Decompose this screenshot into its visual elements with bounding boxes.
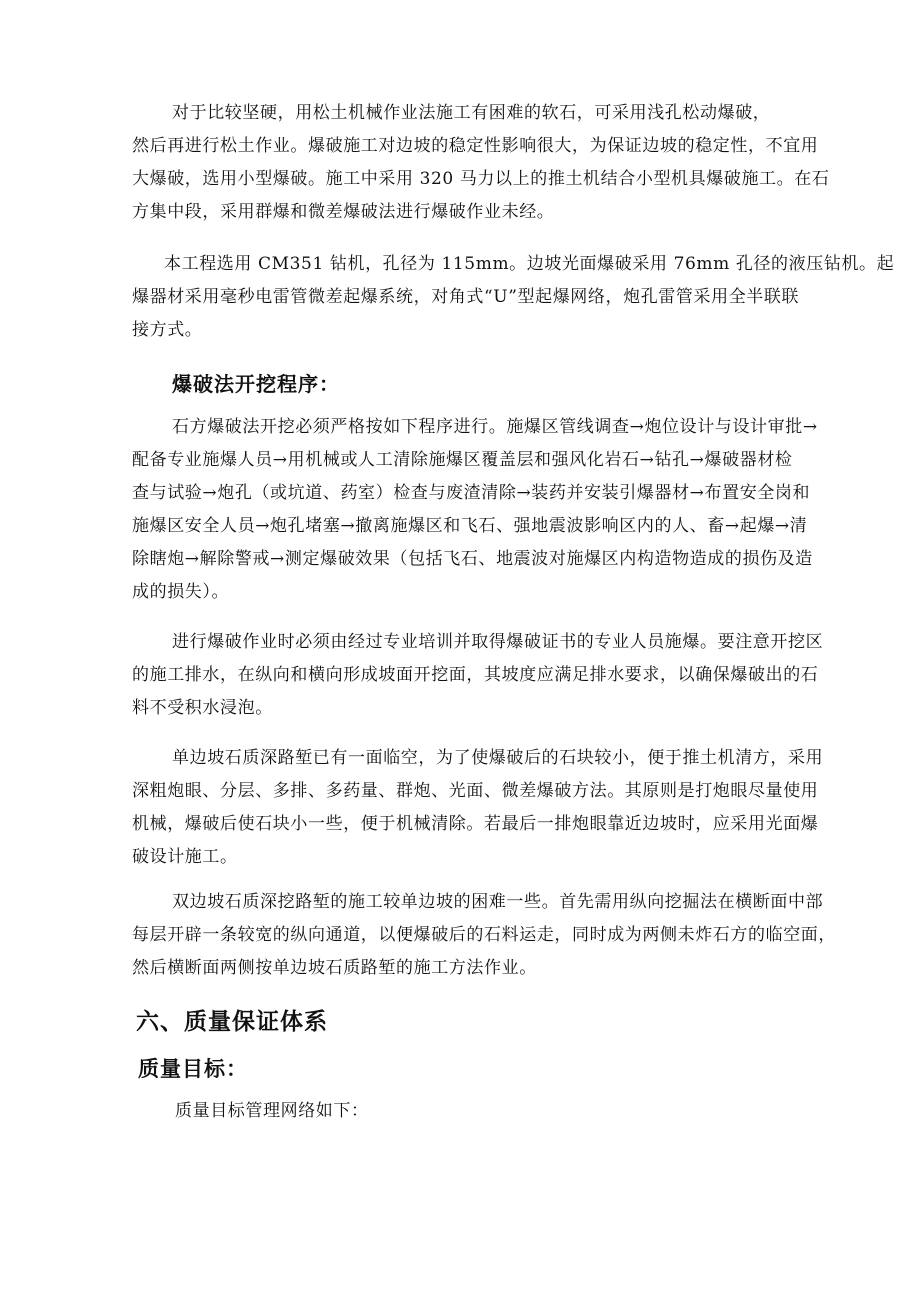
text-line: 破设计施工。	[132, 847, 238, 867]
text-line: 接方式。	[132, 320, 203, 340]
text-line: 本工程选用 CM351 钻机，孔径为 115mm。边坡光面爆破采用 76mm 孔径的液压钻机。起	[164, 254, 895, 274]
text-line: 的施工排水，在纵向和横向形成坡面开挖面，其坡度应满足排水要求，以确保爆破出的石	[132, 665, 819, 685]
text-line: 配备专业施爆人员→用机械或人工清除施爆区覆盖层和强风化岩石→钻孔→爆破器材检	[132, 450, 793, 470]
heading-section-6: 六、质量保证体系	[136, 1009, 328, 1035]
text-line: 然后横断面两侧按单边坡石质路堑的施工方法作业。	[132, 958, 537, 978]
paragraph-soft-rock-blasting	[132, 97, 848, 229]
text-line: 爆器材采用毫秒电雷管微差起爆系统，对角式“U”型起爆网络，炮孔雷管采用全半联联	[132, 287, 800, 307]
text-line: 方集中段，采用群爆和微差爆破法进行爆破作业未经。	[132, 202, 555, 222]
text-line: 查与试验→炮孔（或坑道、药室）检查与废渣清除→装药并安装引爆器材→布置安全岗和	[132, 483, 811, 503]
text-line: 双边坡石质深挖路堑的施工较单边坡的困难一些。首先需用纵向挖掘法在横断面中部	[172, 892, 824, 912]
text-line: 施爆区安全人员→炮孔堵塞→撤离施爆区和飞石、强地震波影响区内的人、畜→起爆→清	[132, 516, 808, 536]
text-line: 每层开辟一条较宽的纵向通道，以便爆破后的石料运走，同时成为两侧未炸石方的临空面，	[132, 925, 836, 945]
text-line: 然后再进行松土作业。爆破施工对边坡的稳定性影响很大，为保证边坡的稳定性，不宜用	[132, 136, 819, 156]
text-line: 深粗炮眼、分层、多排、多药量、群炮、光面、微差爆破方法。其原则是打炮眼尽量使用	[132, 781, 819, 801]
text-line: 机械，爆破后使石块小一些，便于机械清除。若最后一排炮眼靠近边坡时，应采用光面爆	[132, 814, 819, 834]
text-line: 对于比较坚硬，用松土机械作业法施工有困难的软石，可采用浅孔松动爆破，	[172, 103, 771, 123]
text-line: 进行爆破作业时必须由经过专业培训并取得爆破证书的专业人员施爆。要注意开挖区	[172, 632, 824, 652]
text-line: 成的损失）。	[132, 582, 230, 602]
text-line: 大爆破，选用小型爆破。施工中采用 320 马力以上的推土机结合小型机具爆破施工。在石	[132, 169, 830, 189]
paragraph-drilling-equipment	[132, 248, 895, 347]
paragraph-certified-personnel	[132, 626, 848, 725]
heading-quality-goal: 质量目标：	[138, 1057, 248, 1081]
text-line: 料不受积水浸泡。	[132, 698, 273, 718]
paragraph-blasting-sequence	[132, 411, 848, 609]
text-line: 除瞎炮→解除警戒→测定爆破效果（包括飞石、地震波对施爆区内构造物造成的损伤及造	[132, 549, 813, 569]
text-line: 单边坡石质深路堑已有一面临空，为了使爆破后的石块较小，便于推土机清方，采用	[172, 748, 824, 768]
text-line: 石方爆破法开挖必须严格按如下程序进行。施爆区管线调查→炮位设计与设计审批→	[172, 417, 818, 437]
paragraph-double-slope-cut	[132, 886, 848, 985]
paragraph-single-slope-cut	[132, 742, 848, 874]
heading-blasting-procedure: 爆破法开挖程序：	[172, 372, 340, 396]
paragraph-quality-network: 质量目标管理网络如下：	[175, 1101, 369, 1121]
